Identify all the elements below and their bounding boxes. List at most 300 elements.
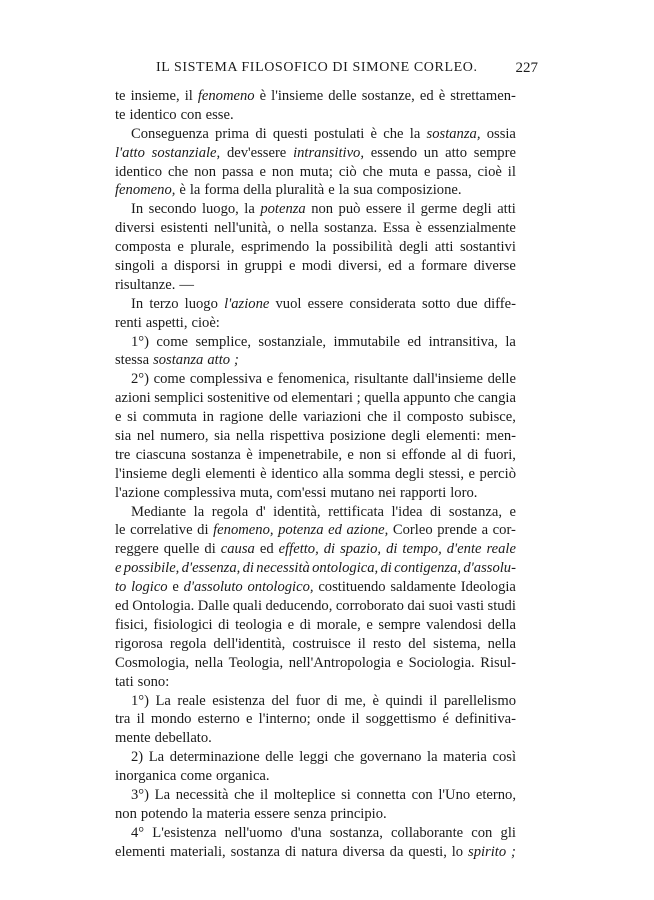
word: a bbox=[481, 522, 489, 539]
word: regola bbox=[169, 635, 207, 652]
word: il bbox=[407, 201, 416, 218]
word: da bbox=[389, 843, 404, 860]
word: complessiva bbox=[163, 484, 236, 501]
word: esterno bbox=[197, 711, 240, 728]
word: l'atto bbox=[115, 144, 145, 161]
word: la bbox=[244, 201, 255, 218]
word: renti bbox=[115, 314, 142, 331]
word: sostantivi bbox=[459, 239, 516, 256]
word: valendosi bbox=[426, 616, 483, 633]
word: governano bbox=[359, 749, 422, 766]
word: esistenza bbox=[212, 692, 265, 709]
word: modi bbox=[301, 258, 332, 275]
word: Corleo bbox=[392, 522, 433, 539]
word: della bbox=[487, 616, 516, 633]
word: sono: bbox=[137, 673, 170, 690]
word: plurale, bbox=[190, 239, 235, 256]
word: d'una bbox=[290, 824, 322, 841]
word: Essa bbox=[382, 220, 410, 237]
word: che bbox=[367, 409, 388, 426]
word: alla bbox=[322, 465, 344, 482]
text-line bbox=[115, 673, 516, 692]
word: gli bbox=[500, 824, 516, 841]
body-text bbox=[115, 87, 516, 862]
word: nell'Antropologia bbox=[288, 654, 392, 671]
word: spazio, bbox=[340, 541, 382, 558]
word: muta; bbox=[299, 163, 333, 180]
word: la bbox=[191, 805, 203, 822]
word: a bbox=[408, 258, 415, 275]
word: di bbox=[284, 843, 297, 860]
word: vasti bbox=[456, 598, 485, 615]
word: 3°) bbox=[131, 786, 149, 803]
word: stessa bbox=[115, 352, 150, 369]
word: appunto bbox=[403, 390, 451, 407]
word: complessiva bbox=[189, 371, 263, 388]
word: te bbox=[115, 106, 126, 123]
word: questi, bbox=[408, 843, 447, 860]
word: logico bbox=[131, 579, 168, 596]
word: e bbox=[328, 182, 335, 199]
text-line bbox=[115, 654, 516, 673]
word: sempre bbox=[378, 616, 421, 633]
word: azioni bbox=[115, 390, 151, 407]
word: prima bbox=[215, 125, 250, 142]
word: Ideologia bbox=[460, 579, 516, 596]
word: debellato. bbox=[154, 730, 212, 747]
word: sia bbox=[115, 428, 132, 445]
word: potenza bbox=[278, 522, 324, 539]
word: rettificata bbox=[328, 503, 384, 520]
word: determinazione bbox=[169, 749, 260, 766]
word: collaborante bbox=[391, 824, 464, 841]
word: essere bbox=[307, 295, 344, 312]
word: semplice, bbox=[195, 333, 251, 350]
word: elementi bbox=[205, 465, 256, 482]
word: degli bbox=[391, 428, 421, 445]
text-line bbox=[115, 276, 516, 295]
word: La bbox=[155, 692, 171, 709]
word: risultante bbox=[354, 371, 409, 388]
word: ed bbox=[259, 541, 274, 558]
word: è bbox=[438, 88, 446, 104]
word: sostanza bbox=[153, 352, 204, 369]
word: considerata bbox=[349, 295, 416, 312]
word: sostanze, bbox=[361, 88, 415, 104]
word: ed bbox=[407, 333, 422, 350]
word: d'assolu- bbox=[463, 560, 516, 577]
word: il bbox=[260, 786, 269, 803]
word: soggettismo bbox=[365, 711, 437, 728]
word: causa bbox=[220, 541, 255, 558]
word: potenza bbox=[260, 201, 306, 218]
word: di bbox=[242, 560, 254, 577]
word: é bbox=[442, 711, 449, 728]
word: diffe- bbox=[483, 295, 516, 312]
word: e bbox=[396, 654, 404, 671]
word: singoli bbox=[115, 258, 155, 275]
word: come bbox=[180, 768, 212, 785]
word: elementi bbox=[115, 843, 166, 860]
word: to bbox=[115, 579, 127, 596]
word: è bbox=[372, 692, 379, 709]
word: aspetti, bbox=[145, 314, 188, 331]
word: mente bbox=[115, 730, 151, 747]
word: delle bbox=[265, 749, 294, 766]
word: impenetrabile, bbox=[258, 446, 342, 463]
word: fenomeno bbox=[197, 88, 255, 104]
word: che bbox=[234, 786, 255, 803]
word: saldamente bbox=[390, 579, 457, 596]
word: sua bbox=[353, 182, 373, 199]
word: possibilità bbox=[332, 239, 393, 256]
word: è bbox=[370, 125, 378, 142]
word: ciascuna bbox=[135, 446, 187, 463]
word: la bbox=[505, 333, 516, 350]
word: potendo bbox=[140, 805, 188, 822]
text-line bbox=[115, 843, 516, 862]
word: Teologia, bbox=[228, 654, 284, 671]
word: ed bbox=[419, 88, 434, 104]
text-line bbox=[115, 484, 516, 503]
word: effetto, bbox=[278, 541, 319, 558]
word: del bbox=[408, 635, 427, 652]
word: La bbox=[148, 749, 165, 766]
word: la bbox=[427, 749, 438, 766]
word: risultanze. bbox=[115, 276, 176, 293]
word: il bbox=[357, 635, 366, 652]
word: lo bbox=[451, 843, 464, 860]
word: non bbox=[194, 163, 217, 180]
word: somma bbox=[348, 465, 391, 482]
word: che bbox=[454, 390, 475, 407]
word: d' bbox=[255, 503, 266, 520]
word: organica. bbox=[215, 768, 270, 785]
word: sotto bbox=[422, 295, 451, 312]
word: con bbox=[180, 106, 202, 123]
word: quella bbox=[364, 390, 400, 407]
word: prende bbox=[437, 522, 477, 539]
word: e bbox=[172, 579, 179, 596]
page-number: 227 bbox=[515, 60, 538, 76]
word: il bbox=[429, 692, 438, 709]
word: cangia bbox=[477, 390, 516, 407]
word: possibile, bbox=[123, 560, 180, 577]
word: formare bbox=[421, 258, 468, 275]
word: atto bbox=[445, 144, 468, 161]
word: diversi bbox=[115, 220, 155, 237]
word: sostanziale, bbox=[151, 144, 221, 161]
word: d'essenza, bbox=[181, 560, 241, 577]
word: intransitiva, bbox=[428, 333, 498, 350]
word: di bbox=[323, 541, 336, 558]
word: materia bbox=[443, 749, 487, 766]
word: che bbox=[333, 749, 355, 766]
word: nell'uomo bbox=[224, 824, 283, 841]
word: atto bbox=[207, 352, 231, 369]
word: dai bbox=[407, 598, 426, 615]
word: il bbox=[184, 88, 193, 104]
word: insieme, bbox=[130, 88, 180, 104]
word: di bbox=[430, 503, 442, 520]
text-line bbox=[115, 333, 516, 352]
word: Sociologia. bbox=[408, 654, 475, 671]
word: men- bbox=[485, 428, 516, 445]
word: subisce, bbox=[469, 409, 516, 426]
word: Risul- bbox=[480, 654, 516, 671]
word: Mediante bbox=[131, 503, 187, 520]
word: come bbox=[153, 371, 186, 388]
word: che bbox=[383, 125, 404, 142]
word: sostanza, bbox=[329, 824, 383, 841]
word: cor- bbox=[492, 522, 516, 539]
word: sostanza bbox=[191, 446, 241, 463]
word: non bbox=[311, 201, 334, 218]
text-line bbox=[115, 219, 516, 238]
word: il bbox=[136, 711, 145, 728]
word: di bbox=[386, 541, 398, 558]
word: ed bbox=[328, 522, 342, 539]
text-line bbox=[115, 805, 516, 824]
word: del bbox=[271, 692, 290, 709]
word: vuol bbox=[275, 295, 302, 312]
word: essenzialmente bbox=[427, 220, 516, 237]
word: composto bbox=[406, 409, 464, 426]
word: degli bbox=[171, 465, 201, 482]
text-line bbox=[115, 295, 516, 314]
word: può bbox=[338, 201, 361, 218]
word: nella bbox=[290, 220, 319, 237]
text-line bbox=[115, 389, 516, 408]
word: la bbox=[189, 182, 201, 199]
page-header bbox=[100, 60, 538, 80]
word: senza bbox=[293, 805, 327, 822]
word: correlative bbox=[130, 522, 193, 539]
word: sistema, bbox=[433, 635, 481, 652]
word: in bbox=[202, 409, 214, 426]
word: disporsi bbox=[174, 258, 221, 275]
word: tra bbox=[115, 711, 131, 728]
word: con bbox=[471, 824, 493, 841]
word: rapporti bbox=[400, 484, 447, 501]
word: nella bbox=[194, 654, 224, 671]
word: questi bbox=[272, 125, 308, 142]
word: e bbox=[245, 711, 253, 728]
word: e bbox=[266, 371, 274, 388]
text-line bbox=[115, 578, 516, 597]
word: parellelismo bbox=[443, 692, 516, 709]
word: un bbox=[423, 144, 439, 161]
text-line bbox=[115, 257, 516, 276]
word: non bbox=[115, 805, 137, 822]
word: postulati bbox=[314, 125, 365, 142]
word: di bbox=[218, 616, 230, 633]
word: e bbox=[177, 239, 184, 256]
text-line bbox=[115, 710, 516, 729]
word: degli bbox=[399, 239, 429, 256]
word: deducendo, bbox=[265, 598, 333, 615]
word: identico bbox=[129, 106, 177, 123]
word: intransitivo, bbox=[293, 144, 365, 161]
word: e bbox=[287, 616, 295, 633]
word: necessità bbox=[256, 560, 310, 577]
text-line bbox=[115, 503, 516, 522]
word: dall'insieme bbox=[413, 371, 483, 388]
word: necessità bbox=[175, 786, 229, 803]
word: suoi bbox=[428, 598, 454, 615]
word: sempre bbox=[473, 144, 516, 161]
text-line bbox=[115, 408, 516, 427]
word: il bbox=[351, 711, 360, 728]
word: secondo bbox=[148, 201, 197, 218]
word: Dalle bbox=[197, 598, 230, 615]
word: in bbox=[226, 258, 239, 275]
text-line bbox=[115, 125, 516, 144]
word: nei bbox=[378, 484, 397, 501]
word: sostanziale, bbox=[258, 333, 327, 350]
word: spirito bbox=[468, 843, 507, 860]
word: regola bbox=[211, 503, 249, 520]
word: che bbox=[167, 163, 189, 180]
word: definitiva- bbox=[455, 711, 516, 728]
word: la bbox=[193, 503, 205, 520]
word: esse. bbox=[205, 106, 234, 123]
word: corroborato bbox=[335, 598, 404, 615]
word: e bbox=[115, 409, 122, 426]
word: diversa bbox=[342, 843, 385, 860]
word: onde bbox=[316, 711, 346, 728]
word: non bbox=[271, 163, 294, 180]
word: principio. bbox=[330, 805, 387, 822]
word: si bbox=[386, 446, 397, 463]
word: — bbox=[179, 276, 194, 293]
word: posizione bbox=[329, 428, 386, 445]
text-line bbox=[115, 427, 516, 446]
word: elementi: bbox=[426, 428, 481, 445]
word: strettamen- bbox=[450, 88, 516, 104]
text-line bbox=[115, 540, 516, 559]
word: reggere bbox=[115, 541, 159, 558]
word: ontologico, bbox=[247, 579, 314, 596]
word: reale bbox=[486, 541, 516, 558]
word: dell'identità, bbox=[213, 635, 286, 652]
word: atti bbox=[434, 239, 454, 256]
word: molteplice bbox=[273, 786, 336, 803]
word: o bbox=[277, 220, 285, 237]
word: materia bbox=[206, 805, 251, 822]
word: tati bbox=[115, 673, 134, 690]
word: composta bbox=[115, 239, 171, 256]
word: si bbox=[127, 409, 137, 426]
word: cioè: bbox=[191, 314, 220, 331]
word: effonde bbox=[401, 446, 446, 463]
word: l'Uno bbox=[438, 786, 471, 803]
word: 1°) bbox=[131, 333, 149, 350]
word: quali bbox=[232, 598, 263, 615]
word: ciò bbox=[338, 163, 357, 180]
text-line bbox=[115, 786, 516, 805]
text-line bbox=[115, 521, 516, 540]
word: nella bbox=[487, 635, 516, 652]
word: è bbox=[246, 446, 253, 463]
text-line bbox=[115, 465, 516, 484]
word: e bbox=[115, 560, 122, 577]
word: ed bbox=[115, 598, 129, 615]
word: pluralità bbox=[275, 182, 325, 199]
word: il bbox=[393, 409, 402, 426]
word: connetta bbox=[356, 786, 406, 803]
word: Cosmologia, bbox=[115, 654, 190, 671]
word: ; bbox=[511, 843, 516, 860]
word: a bbox=[161, 258, 168, 275]
word: così bbox=[492, 749, 516, 766]
word: e bbox=[366, 616, 373, 633]
word: In bbox=[131, 295, 144, 312]
text-line bbox=[115, 767, 516, 786]
word: com'essi bbox=[276, 484, 327, 501]
word: muta, bbox=[239, 484, 273, 501]
word: d'assoluto bbox=[183, 579, 243, 596]
word: atti bbox=[497, 201, 516, 218]
word: muta bbox=[388, 163, 419, 180]
word: La bbox=[154, 786, 171, 803]
word: L'esistenza bbox=[152, 824, 217, 841]
word: fenomenica, bbox=[277, 371, 350, 388]
running-head: IL SISTEMA FILOSOFICO DI SIMONE CORLEO. bbox=[156, 60, 478, 75]
word: l'azione bbox=[115, 484, 160, 501]
word: ed bbox=[388, 258, 402, 275]
word: od bbox=[273, 390, 288, 407]
word: la bbox=[338, 182, 350, 199]
word: stessi, bbox=[428, 465, 464, 482]
word: di bbox=[197, 522, 209, 539]
word: 4° bbox=[131, 824, 145, 841]
word: delle bbox=[269, 409, 298, 426]
word: fenomeno, bbox=[115, 182, 176, 199]
word: con bbox=[411, 786, 433, 803]
word: e bbox=[259, 163, 266, 180]
word: l'interno; bbox=[258, 711, 311, 728]
word: e bbox=[509, 503, 516, 520]
word: essendo bbox=[370, 144, 417, 161]
word: fuor bbox=[295, 692, 321, 709]
word: e bbox=[288, 258, 296, 275]
word: diversi, bbox=[338, 258, 382, 275]
word: immutabile bbox=[333, 333, 400, 350]
word: e bbox=[468, 465, 475, 482]
word: sostanza. bbox=[324, 220, 378, 237]
word: al bbox=[451, 446, 462, 463]
word: commuta bbox=[142, 409, 197, 426]
word: 1°) bbox=[131, 692, 149, 709]
text-line bbox=[115, 87, 516, 106]
text-line bbox=[115, 144, 516, 163]
word: la bbox=[315, 239, 327, 256]
word: ; bbox=[234, 352, 239, 369]
word: l'insieme bbox=[115, 465, 168, 482]
word: te bbox=[115, 88, 126, 104]
word: di bbox=[255, 125, 267, 142]
word: sostanza, bbox=[426, 125, 481, 142]
word: identico bbox=[271, 465, 319, 482]
word: reale bbox=[177, 692, 206, 709]
word: contigenza, bbox=[394, 560, 462, 577]
word: e bbox=[347, 446, 354, 463]
word: perciò bbox=[479, 465, 516, 482]
word: mutano bbox=[330, 484, 375, 501]
word: nella bbox=[235, 428, 265, 445]
word: passa bbox=[221, 163, 254, 180]
